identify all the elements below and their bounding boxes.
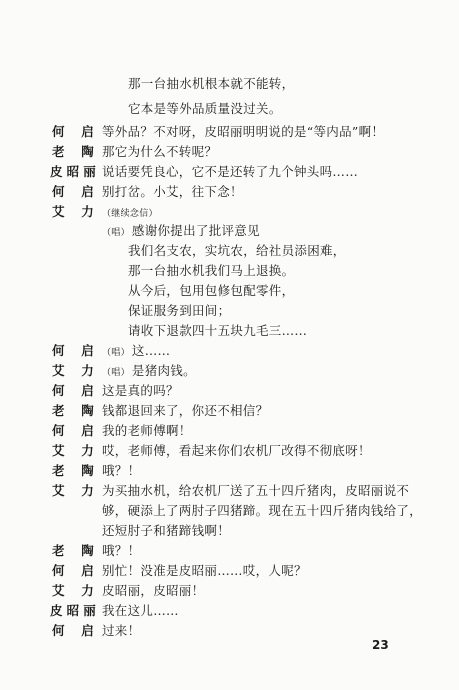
line-text: 我在这儿……: [102, 603, 179, 618]
speaker-name: 何 启: [52, 124, 94, 139]
line-text: 哦？！: [102, 543, 141, 558]
line-text: 说话要凭良心，它不是还转了九个钟头吗……: [102, 164, 359, 179]
line-text: 别忙！没准是皮昭丽……哎，人呢？: [102, 563, 307, 578]
speaker-name: 艾 力: [52, 583, 94, 598]
line-text: 哦？！: [102, 463, 141, 478]
speaker-name: 何 启: [52, 623, 94, 638]
stage-direction: （继续念信）: [102, 209, 158, 219]
speaker-name: 何 启: [52, 184, 94, 199]
line-text: 那一台抽水机我们马上退换。: [128, 263, 295, 278]
speaker-name: 老 陶: [52, 543, 94, 558]
line-text: 那一台抽水机根本就不能转，: [128, 76, 295, 91]
line-text: 这……: [131, 343, 171, 358]
page-number: 23: [372, 638, 389, 652]
speaker-name: 何 启: [52, 343, 94, 358]
line-text: 钱都退回来了，你还不相信？: [102, 403, 269, 418]
stage-direction: （唱）: [102, 228, 130, 238]
line-text: 保证服务到田间；: [128, 303, 231, 318]
speaker-name: 何 启: [52, 563, 94, 578]
line-text: 感谢你提出了批评意见: [131, 223, 260, 238]
line-text: 皮昭丽，皮昭丽！: [102, 583, 205, 598]
line-text: 还短肘子和猪蹄钱啊！: [102, 523, 231, 538]
stage-direction: （唱）: [102, 348, 130, 358]
line-text: 过来！: [102, 623, 141, 638]
speaker-name: 皮昭丽: [50, 603, 96, 618]
speaker-name: 老 陶: [52, 144, 94, 159]
speaker-name: 艾 力: [52, 443, 94, 458]
line-text: 那它为什么不转呢？: [102, 144, 218, 159]
speaker-name: 艾 力: [52, 483, 94, 498]
line-text: 是猪肉钱。: [131, 363, 196, 378]
speaker-name: 艾 力: [52, 363, 94, 378]
line-text: 哎，老师傅，看起来你们农机厂改得不彻底呀！: [102, 443, 371, 458]
line-text: 够，硬添上了两肘子四猪蹄。现在五十四斤猪肉钱给了，: [102, 503, 423, 518]
speaker-name: 何 启: [52, 383, 94, 398]
line-text: 它本是等外品质量没过关。: [128, 101, 282, 116]
line-text: 等外品？不对呀，皮昭丽明明说的是“等内品”啊！: [102, 124, 385, 139]
line-text: 从今后，包用包修包配零件，: [128, 283, 295, 298]
line-text: 这是真的吗？: [102, 383, 179, 398]
speaker-name: 艾 力: [52, 204, 94, 219]
speaker-name: 何 启: [52, 423, 94, 438]
line-text: 我的老师傅啊！: [102, 423, 192, 438]
line-text: 为买抽水机，给农机厂送了五十四斤猪肉，皮昭丽说不: [102, 483, 410, 498]
speaker-name: 皮昭丽: [50, 164, 96, 179]
speaker-name: 老 陶: [52, 463, 94, 478]
line-text: 我们名支农，实坑农，给社员添困难，: [128, 243, 346, 258]
stage-direction: （唱）: [102, 368, 130, 378]
line-text: 别打岔。小艾，往下念！: [102, 184, 243, 199]
line-text: 请收下退款四十五块九毛三……: [128, 323, 308, 338]
speaker-name: 老 陶: [52, 403, 94, 418]
